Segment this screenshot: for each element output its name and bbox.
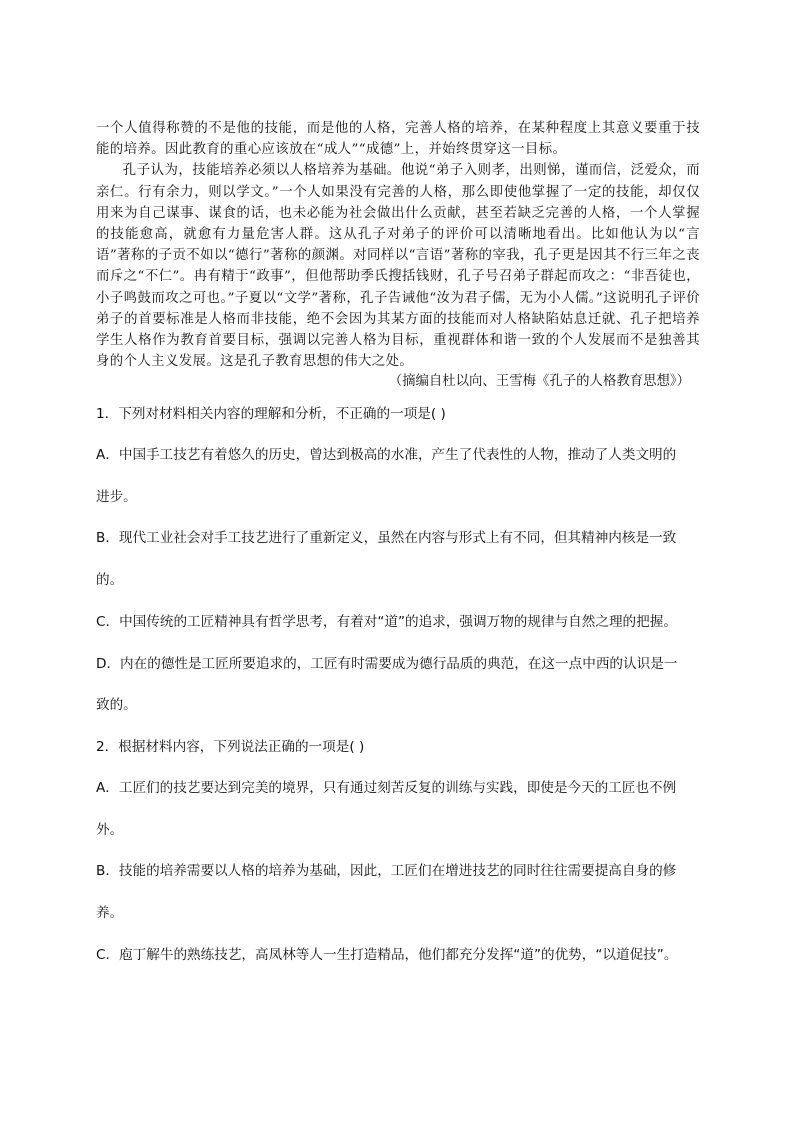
question-1-option-d-cont: 致的。 — [96, 697, 137, 713]
question-1-option-a-cont: 进步。 — [96, 489, 137, 505]
question-1-option-b: B．现代工业社会对手工技艺进行了重新定义，虽然在内容与形式上有不同，但其精神内核是一致 — [96, 530, 677, 546]
question-1-option-b-cont: 的。 — [96, 572, 124, 588]
question-2-option-a-cont: 外。 — [96, 822, 124, 838]
reading-passage — [96, 118, 700, 372]
question-2-option-b-cont: 养。 — [96, 905, 124, 921]
question-1-option-c: C．中国传统的工匠精神具有哲学思考，有着对“道”的追求，强调万物的规律与自然之理的把握。 — [96, 614, 677, 630]
question-1-option-d: D．内在的德性是工匠所要追求的，工匠有时需要成为德行品质的典范，在这一点中西的认识是一 — [96, 656, 678, 672]
question-2-stem: 2．根据材料内容，下列说法正确的一项是( ) — [96, 739, 365, 755]
question-1-stem: 1．下列对材料相关内容的理解和分析，不正确的一项是( ) — [96, 406, 446, 422]
question-2-option-a: A．工匠们的技艺要达到完美的境界，只有通过刻苦反复的训练与实践，即使是今天的工匠也不例 — [96, 780, 677, 796]
question-1-option-a: A．中国手工技艺有着悠久的历史，曾达到极高的水准，产生了代表性的人物，推动了人类文明的 — [96, 447, 677, 463]
question-2-option-c: C．庖丁解牛的熟练技艺，高凤林等人一生打造精品，他们都充分发挥“道”的优势，“以道促技”。 — [96, 947, 678, 963]
passage-paragraph-2: 孔子认为，技能培养必须以人格培养为基础。他说“弟子入则孝，出则悌，谨而信，泛爱众，而亲仁。行有余力，则以学文。”一个人如果没有完善的人格，那么即使他掌握了一定的技能，却仅仅用来为自己谋事、谋食的话，也未必能为社会做出什么贡献，甚至若缺乏完善的人格，一个人掌握的技能愈高，就愈有力量危害人群。这从孔子对弟子的评价可以清晰地看出。比如他认为以“言语”著称的子贡不如以“德行”著称的颜渊。对同样以“言语”著称的宰我，孔子更是因其不行三年之丧而斥之“不仁”。冉有精于“政事”，但他帮助季氏搜括钱财，孔子号召弟子群起而攻之：“非吾徒也，小子鸣鼓而攻之可也。”子夏以“文学”著称，孔子告诫他“汝为君子儒，无为小人儒。”这说明孔子评价弟子的首要标准是人格而非技能，绝不会因为其某方面的技能而对人格缺陷姑息迁就、孔子把培养学生人格作为教育首要目标，强调以完善人格为目标，重视群体和谐一致的个人发展而不是独善其身的个人主义发展。这是孔子教育思想的伟大之处。 — [96, 163, 700, 370]
question-2-option-b: B．技能的培养需要以人格的培养为基础，因此，工匠们在增进技艺的同时往往需要提高自身的修 — [96, 863, 677, 879]
passage-citation: （摘编自杜以向、王雪梅《孔子的人格教育思想》） — [388, 374, 690, 389]
passage-paragraph-1: 一个人值得称赞的不是他的技能，而是他的人格，完善人格的培养，在某种程度上其意义要重于技能的培养。因此教育的重心应该放在“成人”“成德”上，并始终贯穿这一目标。 — [96, 121, 700, 158]
